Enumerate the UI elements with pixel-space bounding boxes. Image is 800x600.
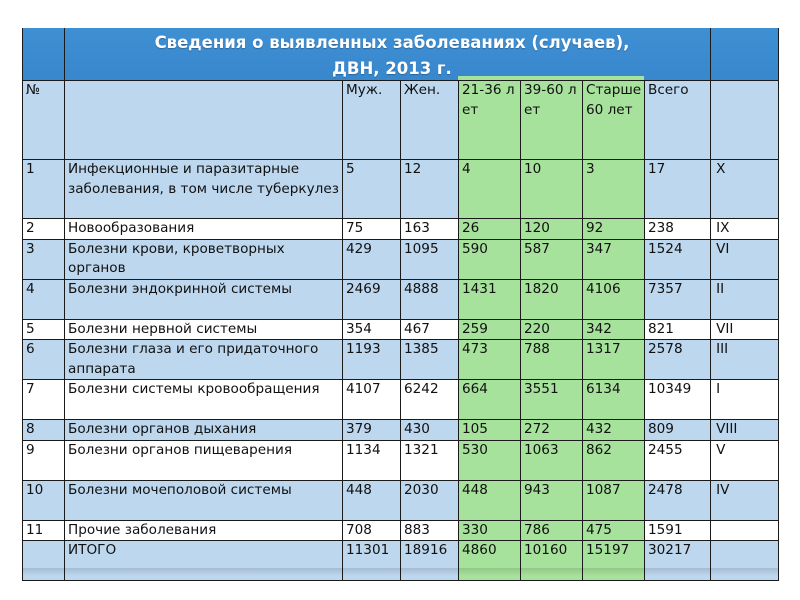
cell-rank: VIII [711, 420, 779, 441]
cell-num: 3 [23, 239, 65, 279]
cell-female: 163 [401, 219, 459, 240]
cell-total: 10349 [645, 380, 711, 420]
cell-female: 18916 [401, 541, 459, 581]
cell-male: 429 [343, 239, 401, 279]
cell-age2: 10 [521, 160, 583, 219]
cell-name: Болезни мочеполовой системы [65, 480, 343, 520]
cell-age2: 120 [521, 219, 583, 240]
table-row [23, 440, 779, 480]
header-age-39-60: 39-60 лет [521, 81, 583, 160]
cell-name: Болезни эндокринной системы [65, 279, 343, 319]
cell-age3: 347 [583, 239, 645, 279]
cell-age3: 342 [583, 319, 645, 340]
cell-name: Болезни органов дыхания [65, 420, 343, 441]
cell-age2: 272 [521, 420, 583, 441]
cell-name: Инфекционные и паразитарные заболевания, в том числе туберкулез [65, 160, 343, 219]
cell-rank: X [711, 160, 779, 219]
cell-num: 1 [23, 160, 65, 219]
cell-age1: 4 [459, 160, 521, 219]
cell-male: 11301 [343, 541, 401, 581]
cell-age3: 15197 [583, 541, 645, 581]
table-row [23, 420, 779, 441]
cell-rank: VII [711, 319, 779, 340]
cell-age2: 1820 [521, 279, 583, 319]
cell-age3: 92 [583, 219, 645, 240]
table-row [23, 340, 779, 380]
cell-num: 5 [23, 319, 65, 340]
table-row [23, 279, 779, 319]
cell-female: 12 [401, 160, 459, 219]
cell-age3: 432 [583, 420, 645, 441]
table-row [23, 160, 779, 219]
cell-male: 379 [343, 420, 401, 441]
cell-age1: 1431 [459, 279, 521, 319]
cell-name: Болезни нервной системы [65, 319, 343, 340]
cell-male: 75 [343, 219, 401, 240]
cell-age3: 475 [583, 520, 645, 541]
table-row [23, 380, 779, 420]
cell-total: 809 [645, 420, 711, 441]
cell-age1: 448 [459, 480, 521, 520]
cell-rank: II [711, 279, 779, 319]
header-male: Муж. [343, 81, 401, 160]
cell-age3: 862 [583, 440, 645, 480]
disease-table [22, 28, 779, 581]
cell-rank: V [711, 440, 779, 480]
cell-female: 467 [401, 319, 459, 340]
cell-rank: IX [711, 219, 779, 240]
cell-male: 5 [343, 160, 401, 219]
header-total: Всего [645, 81, 711, 160]
cell-age3: 6134 [583, 380, 645, 420]
cell-age1: 330 [459, 520, 521, 541]
cell-age2: 587 [521, 239, 583, 279]
cell-age2: 943 [521, 480, 583, 520]
header-row [23, 81, 779, 160]
cell-name: Новообразования [65, 219, 343, 240]
cell-age1: 26 [459, 219, 521, 240]
header-rank [711, 81, 779, 160]
header-name [65, 81, 343, 160]
cell-female: 6242 [401, 380, 459, 420]
cell-name: Болезни глаза и его придаточного аппарата [65, 340, 343, 380]
cell-male: 354 [343, 319, 401, 340]
table-row [23, 319, 779, 340]
cell-rank: IV [711, 480, 779, 520]
cell-age1: 590 [459, 239, 521, 279]
cell-num: 8 [23, 420, 65, 441]
cell-rank [711, 520, 779, 541]
cell-male: 1193 [343, 340, 401, 380]
cell-age2: 3551 [521, 380, 583, 420]
cell-total: 1591 [645, 520, 711, 541]
cell-female: 2030 [401, 480, 459, 520]
title-line-2: ДВН, 2013 г. [332, 59, 452, 78]
table-row [23, 239, 779, 279]
cell-female: 883 [401, 520, 459, 541]
cell-age1: 259 [459, 319, 521, 340]
cell-age3: 1317 [583, 340, 645, 380]
cell-total: 2478 [645, 480, 711, 520]
cell-age1: 105 [459, 420, 521, 441]
title-row [23, 28, 779, 81]
header-num: № [23, 81, 65, 160]
cell-female: 430 [401, 420, 459, 441]
table-shadow [22, 568, 778, 576]
cell-male: 4107 [343, 380, 401, 420]
cell-rank: III [711, 340, 779, 380]
cell-female: 1385 [401, 340, 459, 380]
cell-rank: VI [711, 239, 779, 279]
cell-age2: 220 [521, 319, 583, 340]
cell-name: Болезни системы кровообращения [65, 380, 343, 420]
cell-rank: I [711, 380, 779, 420]
cell-age2: 10160 [521, 541, 583, 581]
cell-female: 1321 [401, 440, 459, 480]
cell-total: 2578 [645, 340, 711, 380]
cell-total: 1524 [645, 239, 711, 279]
cell-num: 11 [23, 520, 65, 541]
table-row [23, 219, 779, 240]
cell-female: 1095 [401, 239, 459, 279]
cell-num: 7 [23, 380, 65, 420]
cell-age2: 786 [521, 520, 583, 541]
cell-total: 17 [645, 160, 711, 219]
cell-age2: 788 [521, 340, 583, 380]
cell-num: 6 [23, 340, 65, 380]
cell-num: 4 [23, 279, 65, 319]
cell-total: 30217 [645, 541, 711, 581]
cell-total: 7357 [645, 279, 711, 319]
cell-name: Болезни органов пищеварения [65, 440, 343, 480]
cell-male: 2469 [343, 279, 401, 319]
header-female: Жен. [401, 81, 459, 160]
cell-female: 4888 [401, 279, 459, 319]
title-line-1: Сведения о выявленных заболеваниях (случаев), [154, 33, 630, 52]
cell-male: 448 [343, 480, 401, 520]
table-row [23, 480, 779, 520]
cell-num: 2 [23, 219, 65, 240]
cell-num: 10 [23, 480, 65, 520]
cell-num: 9 [23, 440, 65, 480]
cell-age1: 664 [459, 380, 521, 420]
cell-name: Прочие заболевания [65, 520, 343, 541]
header-age-over-60: Старше 60 лет [583, 81, 645, 160]
cell-age1: 530 [459, 440, 521, 480]
cell-age1: 4860 [459, 541, 521, 581]
cell-age1: 473 [459, 340, 521, 380]
cell-male: 708 [343, 520, 401, 541]
cell-age2: 1063 [521, 440, 583, 480]
cell-total: 2455 [645, 440, 711, 480]
cell-total: 238 [645, 219, 711, 240]
cell-male: 1134 [343, 440, 401, 480]
cell-age3: 1087 [583, 480, 645, 520]
header-age-21-36: 21-36 лет [459, 81, 521, 160]
cell-name: Болезни крови, кроветворных органов [65, 239, 343, 279]
cell-age3: 4106 [583, 279, 645, 319]
cell-name: ИТОГО [65, 541, 343, 581]
slide [22, 28, 778, 572]
table-row [23, 520, 779, 541]
cell-age3: 3 [583, 160, 645, 219]
cell-total: 821 [645, 319, 711, 340]
